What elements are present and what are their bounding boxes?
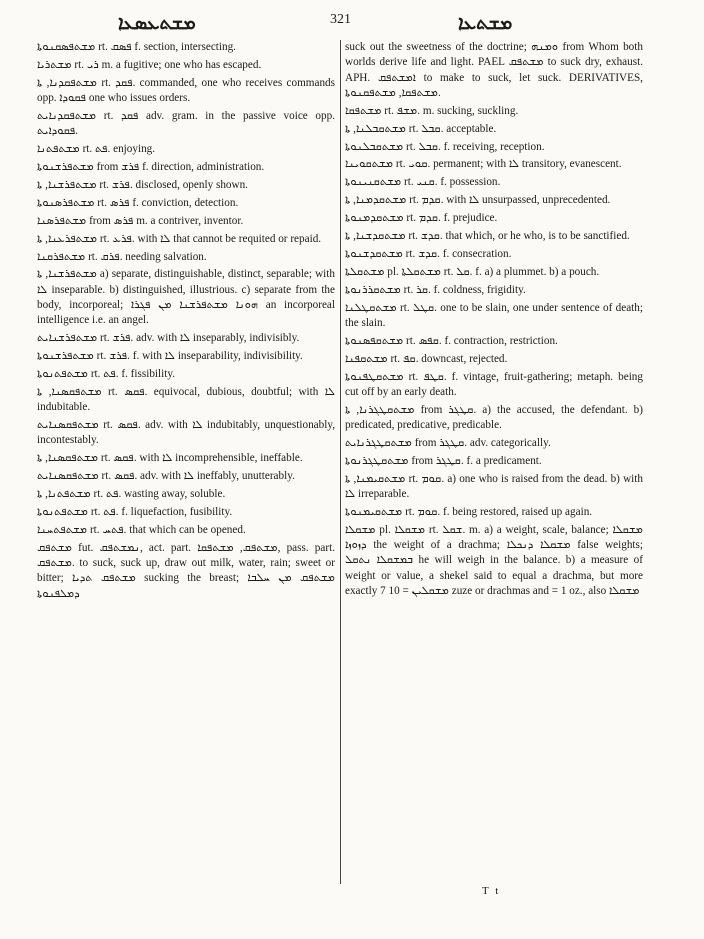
dictionary-entry: ܡܫܬܦܩܣܢܐܝܬ rt. ܦܩܣ. adv. with ܠܐ ineffably, unutterably.: [37, 470, 295, 483]
dictionary-entry: ܡܫܬܦܪܫܢܘܬܐ rt. ܦܪܫ. f. with ܠܐ inseparability, indivisibility.: [37, 350, 303, 363]
dictionary-entry: ܡܫܬܦܬܢܘܬܐ rt. ܦܬ. f. fissibility.: [37, 367, 176, 380]
page-number: 321: [330, 12, 351, 27]
dictionary-entry: ܡܫܬܪܝܐ rt. ܪܝ m. a fugitive; one who has escaped.: [37, 58, 262, 71]
dictionary-entry: ܡܫܬܩܕܡܢܐ, ܬܐ rt. ܩܕܡ. with ܠܐ unsurpassed, unprecedented.: [345, 194, 611, 207]
dictionary-entry: ܡܫܬܦܪܣܢܐ from ܦܪܣ m. a contriver, inventor.: [37, 214, 244, 227]
dictionary-entry: ܡܫܬܦܪܥܢܐ, ܬܐ rt. ܦܪܥ. with ܠܐ that cannot be requited or repaid.: [37, 232, 322, 245]
dictionary-entry: ܡܫܬܦܣܩܢܘܬܐ rt. ܦܣܩ f. section, intersecting.: [37, 41, 236, 53]
header-right-title: ܡܫܬܥܐ: [458, 12, 513, 34]
dictionary-entry: ܡܫܬܩܛܓܪܢܘܬܐ from ܩܛܓܪ. f. a predicament.: [345, 454, 542, 467]
dictionary-entry: ܡܫܬܩܛܦܢܘܬܐ rt. ܩܛܦ. f. vintage, fruit-gathering; metaph. being cut off by an early death.: [345, 370, 643, 398]
dictionary-entry: ܡܫܬܦܪܫܢܐܝܬ rt. ܦܪܫ. adv. with ܠܐ inseparably, indivisibly.: [37, 332, 300, 345]
dictionary-entry: ܡܫܬܦܬܚܢܐ rt. ܦܬܚ. that which can be opened.: [37, 523, 246, 536]
dictionary-entry: ܡܫܬܩܕܡܢܘܬܐ rt. ܩܕܡ. f. prejudice.: [345, 212, 498, 225]
dictionary-entry: ܡܫܬܦܩܣܢܐ, ܬܐ rt. ܦܩܣ. with ܠܐ incomprehensible, ineffable.: [37, 452, 303, 465]
dictionary-entry: ܡܫܬܩܝܡܢܘܬܐ rt. ܩܘܡ. f. being restored, raised up again.: [345, 505, 593, 518]
header-left-title: ܡܫܬܥܣܥܐ: [118, 12, 196, 34]
dictionary-entry: ܡܫܬܩܘܝܢܐ rt. ܩܘܝ. permanent; with ܠܐ transitory, evanescent.: [345, 158, 622, 171]
dictionary-entry: ܡܫܬܦܬܢܐ rt. ܦܬ. enjoying.: [37, 143, 156, 156]
dictionary-entry: ܡܫܬܦܬܢܐ, ܬܐ rt. ܦܬ. wasting away, soluble.: [37, 488, 226, 500]
column-divider: [340, 40, 341, 884]
dictionary-entry: ܡܫܬܩܦܣܢܘܬܐ rt. ܩܦܣ. f. contraction, restriction.: [345, 334, 558, 347]
dictionary-entry: ܡܫܬܦܩܕܢܐܝܬ rt. ܦܩܕ adv. gram. in the passive voice opp. ܦܩܘܕܐܝܬ.: [37, 109, 335, 138]
dictionary-entry: ܡܫܬܩܪܪܢܘܬܐ rt. ܩܪ. f. coldness, frigidity.: [345, 283, 526, 296]
dictionary-entry: ܡܫܬܩܛܠܢܐ rt. ܩܛܠ. one to be slain, one under sentence of death; the slain.: [345, 301, 643, 329]
dictionary-entry: ܡܫܬܩܢܝܢܘܬܐ rt. ܩܢܝ. f. possession.: [345, 176, 501, 189]
dictionary-entry: ܡܫܬܦܩܐ rt. ܡܫܦ. m. sucking, suckling.: [345, 104, 519, 117]
dictionary-entry: suck out the sweetness of the doctrine; ܘܡܢܗ from Whom both worlds derive life and light. PAEL ܡܫܬܦܩ to suck dry, exhaust. APH. ܐܡܫܬܦܩ to make to suck, let suck. DERIVATIVES, ܡܫܬܦܩܐ, ܡܫܬܦܩܢܘܬܐ.: [345, 41, 643, 99]
dictionary-entry: ܡܫܬܩܦܢܐ rt. ܩܦ. downcast, rejected.: [345, 352, 508, 365]
dictionary-entry: ܡܫܬܦܩܣܢܐܝܬ rt. ܦܩܣ. adv. with ܠܐ indubitably, unquestionably, incontestably.: [37, 419, 335, 447]
right-column: [345, 40, 643, 602]
dictionary-entry: ܡܫܬܦܪܫܢܐ, ܬܐ a) separate, distinguishable, distinct, separable; with ܠܐ inseparable. b) distinguished, illustrious. c) separate from the body, incorporeal; ܗܘܢܐ ܡܫܬܦܪܫܢܐ ܡܢ ܦܓܪܐ an incorporeal intelligence i.e. an angel.: [37, 268, 335, 327]
dictionary-entry: ܡܫܬܦܩܣܢܐ, ܬܐ rt. ܦܩܣ. equivocal, dubious, doubtful; with ܠܐ indubitable.: [37, 385, 336, 414]
dictionary-entry: ܡܫܬܦܩܕܢܐ, ܬܐ rt. ܦܩܕ. commanded, one who receives commands opp. ܦܩܘܕܐ one who issues orders.: [37, 76, 335, 105]
dictionary-entry: ܡܫܬܩܕܫܢܘܬܐ rt. ܩܕܫ. f. consecration.: [345, 247, 512, 260]
dictionary-entry: ܡܫܬܩܒܠܢܐ, ܬܐ rt. ܩܒܠ. acceptable.: [345, 122, 497, 135]
dictionary-entry: ܡܫܬܩܠܬܐ pl. ܡܫܬܩܠܬܐ rt. ܩܠ. f. a) a plummet. b) a pouch.: [345, 265, 600, 278]
dictionary-entry: ܡܫܬܦܬܢܘܬܐ rt. ܦܬ. f. liquefaction, fusibility.: [37, 505, 233, 518]
dictionary-entry: ܡܫܬܦܪܫܢܘܬܐ from ܦܪܫ f. direction, administration.: [37, 161, 265, 174]
dictionary-entry: ܡܫܬܩܛܓܪܢܐ, ܬܐ from ܩܛܓܪ. a) the accused, the defendant. b) predicated, predicative, predicable.: [345, 403, 643, 432]
dictionary-entry: ܡܫܩܠܐ pl. ܡܫܩܠܐ rt. ܫܩܠ. m. a) a weight, scale, balance; ܡܫܩܠܐ ܕܙܘܙܐ the weight of a drachma; ܡܫܩܠܐ ܕܢܟܠܐ false weights; ܒܡܫܩܠܐ ܢܬܩܠ he will weigh in the balance. b) a measure of weight or value, a shekel said to equal a drachma, but more exactly 7 ܡܫܩܠܝܢ = 10 zuze or drachmas and = 1 oz., also ܡܫܩܠܐ: [345, 523, 644, 597]
dictionary-entry: ܡܫܬܩܒܠܢܘܬܐ rt. ܩܒܠ. f. receiving, reception.: [345, 140, 545, 153]
left-column: [37, 40, 335, 604]
dictionary-entry: ܡܫܬܩܝܡܢܐ, ܬܐ rt. ܩܘܡ. a) one who is raised from the dead. b) with ܠܐ irreparable.: [345, 472, 643, 500]
dictionary-entry: ܡܫܬܦܪܫܢܐ, ܬܐ rt. ܦܪܫ. disclosed, openly shown.: [37, 178, 248, 191]
running-header: [0, 8, 704, 42]
signature-mark: T t: [482, 885, 501, 897]
dictionary-entry: ܡܫܬܦܪܣܢܘܬܐ rt. ܦܪܣ f. conviction, detection.: [37, 196, 239, 209]
dictionary-entry: ܡܫܬܦܩ fut. ܢܡܫܬܦܩ, act. part. ܡܫܬܦܩ, ܡܫܬܦܩܐ, pass. part. ܡܫܬܦܩ. to suck, suck up, draw out milk, water, rain; sweet or bitter; ܡܫܬܦܩ ܬܕܝܐ sucking the breast; ܡܫܬܦܩ ܡܢ ܚܠܒܐ ܕܡܠܦܢܘܬܐ: [37, 541, 336, 600]
dictionary-entry: ܡܫܬܦܪܩܢܐ rt. ܦܪܩ. needing salvation.: [37, 250, 207, 263]
dictionary-entry: ܡܫܬܩܛܓܪܢܐܝܬ from ܩܛܓܪ. adv. categorically.: [345, 436, 551, 449]
dictionary-entry: ܡܫܬܩܕܫܢܐ, ܬܐ rt. ܩܕܫ. that which, or he who, is to be sanctified.: [345, 230, 630, 243]
